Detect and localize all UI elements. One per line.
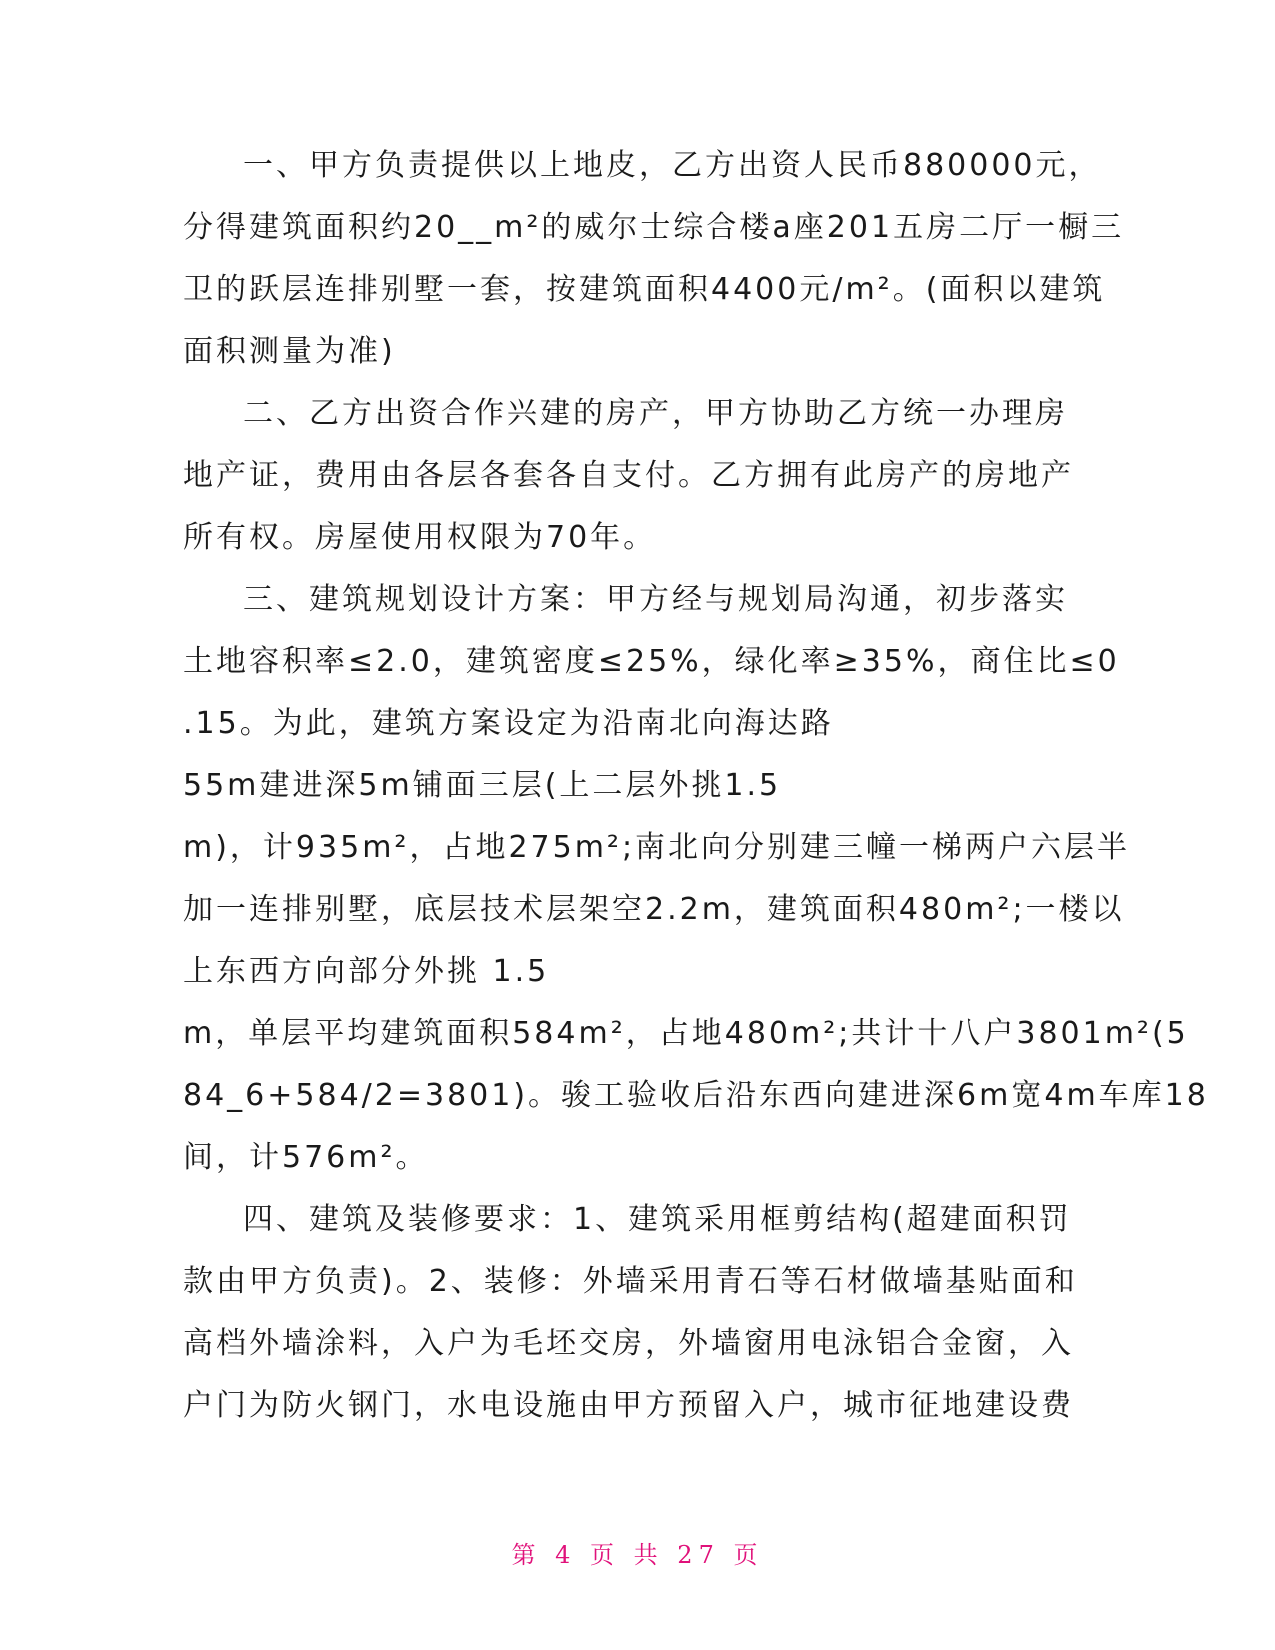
- paragraph-1-line-1: 一、甲方负责提供以上地皮，乙方出资人民币880000元，: [243, 148, 1102, 183]
- paragraph-1-line-3: 卫的跃层连排别墅一套，按建筑面积4400元/m²。(面积以建筑: [183, 272, 1106, 307]
- paragraph-4-line-4: 户门为防火钢门，水电设施由甲方预留入户，城市征地建设费: [183, 1388, 1074, 1423]
- paragraph-3-line-5: m)，计935m²，占地275m²;南北向分别建三幢一梯两户六层半: [183, 830, 1131, 865]
- paragraph-4-line-1: 四、建筑及装修要求：1、建筑采用框剪结构(超建面积罚: [243, 1202, 1072, 1237]
- paragraph-3-line-2: 土地容积率≤2.0，建筑密度≤25%，绿化率≥35%，商住比≤0: [183, 644, 1120, 679]
- paragraph-3-line-1: 三、建筑规划设计方案：甲方经与规划局沟通，初步落实: [243, 582, 1068, 617]
- paragraph-4-line-3: 高档外墙涂料，入户为毛坯交房，外墙窗用电泳铝合金窗，入: [183, 1326, 1074, 1361]
- paragraph-3-line-6: 加一连排别墅，底层技术层架空2.2m，建筑面积480m²;一楼以: [183, 892, 1125, 927]
- page-number-footer: 第 4 页 共 27 页: [511, 1541, 764, 1569]
- paragraph-3-line-9: 84_6+584/2=3801)。骏工验收后沿东西向建进深6m宽4m车库18: [183, 1078, 1209, 1113]
- paragraph-3-line-7: 上东西方向部分外挑 1.5: [183, 954, 550, 989]
- paragraph-2-line-2: 地产证，费用由各层各套各自支付。乙方拥有此房产的房地产: [183, 458, 1074, 493]
- paragraph-4-line-2: 款由甲方负责)。2、装修：外墙采用青石等石材做墙基贴面和: [183, 1264, 1078, 1299]
- paragraph-3-line-8: m，单层平均建筑面积584m²，占地480m²;共计十八户3801m²(5: [183, 1016, 1189, 1051]
- paragraph-2-line-3: 所有权。房屋使用权限为70年。: [183, 520, 657, 555]
- paragraph-2-line-1: 二、乙方出资合作兴建的房产，甲方协助乙方统一办理房: [243, 396, 1068, 431]
- paragraph-1-line-2: 分得建筑面积约20__m²的威尔士综合楼a座201五房二厅一橱三: [183, 210, 1125, 245]
- paragraph-3-line-4: 55m建进深5m铺面三层(上二层外挑1.5: [183, 768, 782, 803]
- paragraph-1-line-4: 面积测量为准): [183, 334, 396, 369]
- paragraph-3-line-3: .15。为此，建筑方案设定为沿南北向海达路: [183, 706, 834, 741]
- paragraph-3-line-10: 间，计576m²。: [183, 1140, 429, 1175]
